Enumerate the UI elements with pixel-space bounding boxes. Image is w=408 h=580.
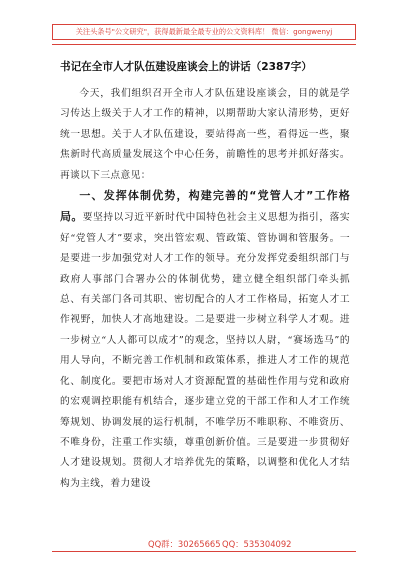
footer-divider [52,551,356,552]
section-1-heading: 一、发挥体制优势，构建完善的“党管人才”工作格局。 [60,189,350,224]
footer-contact [52,537,356,551]
header-banner [52,24,356,40]
header-banner-text: 关注头条号"公文研究"，获得最新最全最专业的公文资料库！ 微信：gongwenyj [75,27,333,36]
header-divider [52,44,356,45]
section-1-paragraph [60,186,350,494]
footer-qq-group: QQ群：30265665 [148,539,221,549]
section-1-body: 要坚持以习近平新时代中国特色社会主义思想为指引，落实好“党管人才”要求，突出管宏观、管政策、管协调和管服务。一是要进一步加强党对人才工作的领导。充分发挥党委组织部门与政府人事部门合署办公的体制优势，建立健全组织部门牵头抓总、有关部门各司其职、密切配合的人才工作格局，拓宽人才工作视野，加快人才高地建设。二是要进一步树立科学人才观。进一步树立“人人都可以成才”的观念，坚持以人尉，“赛场选马”的用人导向，不断完善工作机制和政策体系，推进人才工作的规范化、制度化。要把市场对人才资源配置的基础性作用与党和政府的宏观调控职能有机结合，逐步建立党的干部工作和人才工作统筹规划、协调发展的运行机制，不唯学历不唯职称、不唯资历、不唯身份，注重工作实绩，尊重创新价值。三是要进一步贯彻好人才建设规划。贯彻人才培养优先的策略，以调整和优化人才结构为主线，着力建设 [60,212,350,489]
document-title: 书记在全市人才队伍建设座谈会上的讲话（2387字） [60,61,312,73]
document-body [60,84,350,494]
footer-qq: QQ：535304092 [222,539,292,549]
intro-paragraph: 今天，我们组织召开全市人才队伍建设座谈会，目的就是学习传达上级关于人才工作的精神，以期帮助大家认清形势，更好统一思想。关于人才队伍建设，要站得高一些，看得远一些，聚焦新时代高质量发展这个中心任务，前瞻性的思考并抓好落实。再谈以下三点意见： [60,88,350,181]
